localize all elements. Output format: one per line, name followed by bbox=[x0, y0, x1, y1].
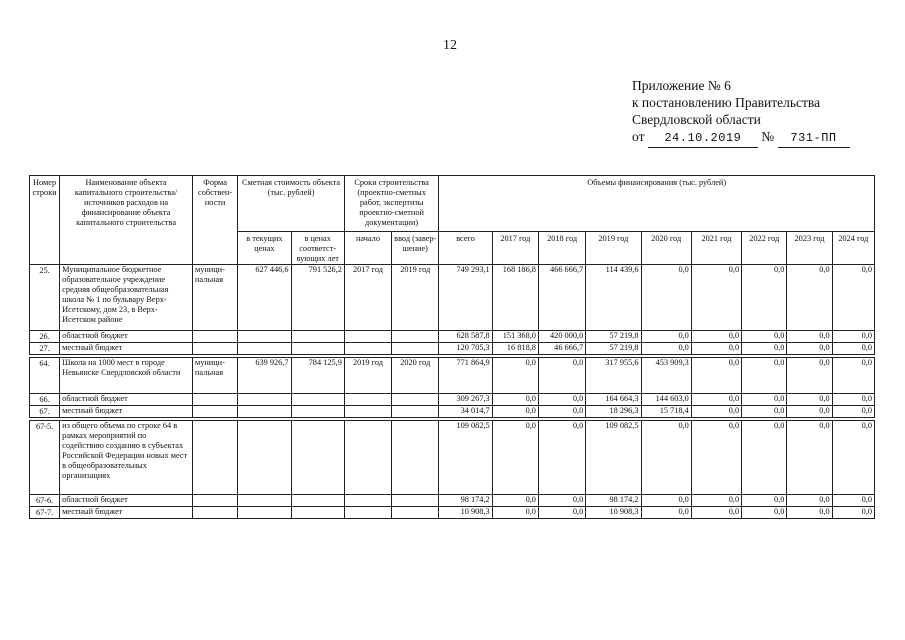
cost-relevant-cell bbox=[291, 331, 344, 343]
ownership-cell bbox=[192, 421, 237, 495]
header-cost: Сметная стоимость объекта (тыс. рублей) bbox=[238, 176, 345, 232]
financing-table bbox=[29, 175, 875, 519]
object-name-cell: областной бюджет bbox=[60, 331, 193, 343]
table-row bbox=[30, 343, 875, 355]
fin-2020-cell: 0,0 bbox=[641, 495, 691, 507]
object-name-cell: областной бюджет bbox=[60, 495, 193, 507]
fin-2022-cell: 0,0 bbox=[742, 331, 787, 343]
end-year-cell: 2020 год bbox=[392, 358, 439, 394]
number-label: № bbox=[761, 129, 775, 144]
fin-2018-cell: 0,0 bbox=[538, 421, 585, 495]
row-number-cell: 25. bbox=[30, 265, 60, 331]
cost-current-cell bbox=[238, 394, 291, 406]
appendix-resolution: к постановлению Правительства bbox=[632, 95, 821, 110]
table-row bbox=[30, 406, 875, 418]
object-name-cell: из общего объема по строке 64 в рамках мероприятий по содействию созданию в субъектах Российской Федерации новых мест в общеобразовательных организациях bbox=[60, 421, 193, 495]
fin-2017-cell: 151 368,0 bbox=[492, 331, 538, 343]
cost-relevant-cell bbox=[291, 343, 344, 355]
fin-2022-cell: 0,0 bbox=[742, 507, 787, 519]
fin-2022-cell: 0,0 bbox=[742, 358, 787, 394]
header-2022: 2022 год bbox=[742, 232, 787, 265]
object-name-cell: Школа на 1000 мест в городе Невьянске Свердловской области bbox=[60, 358, 193, 394]
total-cell: 749 293,1 bbox=[439, 265, 492, 331]
header-cost-relevant: в ценах соответст-вующих лет bbox=[291, 232, 344, 265]
ownership-cell: муници-пальная bbox=[192, 265, 237, 331]
start-year-cell bbox=[344, 406, 391, 418]
header-cost-current: в текущих ценах bbox=[238, 232, 291, 265]
fin-2020-cell: 0,0 bbox=[641, 421, 691, 495]
fin-2021-cell: 0,0 bbox=[691, 343, 741, 355]
cost-relevant-cell: 791 526,2 bbox=[291, 265, 344, 331]
total-cell: 109 082,5 bbox=[439, 421, 492, 495]
header-start: начало bbox=[344, 232, 391, 265]
fin-2018-cell: 46 666,7 bbox=[538, 343, 585, 355]
object-name-cell: местный бюджет bbox=[60, 343, 193, 355]
ownership-cell bbox=[192, 406, 237, 418]
fin-2023-cell: 0,0 bbox=[787, 406, 832, 418]
end-year-cell bbox=[392, 495, 439, 507]
cost-relevant-cell: 784 125,9 bbox=[291, 358, 344, 394]
header-2019: 2019 год bbox=[586, 232, 641, 265]
fin-2023-cell: 0,0 bbox=[787, 331, 832, 343]
total-cell: 120 705,3 bbox=[439, 343, 492, 355]
ownership-cell bbox=[192, 331, 237, 343]
fin-2020-cell: 0,0 bbox=[641, 331, 691, 343]
fin-2017-cell: 0,0 bbox=[492, 421, 538, 495]
fin-2018-cell: 0,0 bbox=[538, 406, 585, 418]
start-year-cell: 2017 год bbox=[344, 265, 391, 331]
header-terms: Сроки строительства (проектно-сметных работ, экспертизы проектно-сметной документации) bbox=[344, 176, 439, 232]
fin-2024-cell: 0,0 bbox=[832, 507, 874, 519]
row-number-cell: 64. bbox=[30, 358, 60, 394]
fin-2018-cell: 466 666,7 bbox=[538, 265, 585, 331]
start-year-cell: 2019 год bbox=[344, 358, 391, 394]
fin-2023-cell: 0,0 bbox=[787, 507, 832, 519]
appendix-region: Свердловской области bbox=[632, 112, 761, 127]
cost-relevant-cell bbox=[291, 421, 344, 495]
total-cell: 309 267,3 bbox=[439, 394, 492, 406]
fin-2024-cell: 0,0 bbox=[832, 394, 874, 406]
fin-2018-cell: 0,0 bbox=[538, 394, 585, 406]
fin-2020-cell: 144 603,0 bbox=[641, 394, 691, 406]
fin-2024-cell: 0,0 bbox=[832, 358, 874, 394]
table-row bbox=[30, 265, 875, 331]
fin-2020-cell: 453 909,3 bbox=[641, 358, 691, 394]
start-year-cell bbox=[344, 507, 391, 519]
end-year-cell bbox=[392, 421, 439, 495]
header-2017: 2017 год bbox=[492, 232, 538, 265]
cost-relevant-cell bbox=[291, 406, 344, 418]
fin-2021-cell: 0,0 bbox=[691, 265, 741, 331]
header-2018: 2018 год bbox=[538, 232, 585, 265]
fin-2019-cell: 57 219,8 bbox=[586, 343, 641, 355]
fin-2023-cell: 0,0 bbox=[787, 265, 832, 331]
fin-2017-cell: 0,0 bbox=[492, 507, 538, 519]
header-end: ввод (завер-шение) bbox=[392, 232, 439, 265]
table-body bbox=[30, 265, 875, 519]
start-year-cell bbox=[344, 331, 391, 343]
fin-2017-cell: 0,0 bbox=[492, 394, 538, 406]
cost-current-cell bbox=[238, 343, 291, 355]
cost-current-cell bbox=[238, 406, 291, 418]
end-year-cell bbox=[392, 406, 439, 418]
fin-2020-cell: 0,0 bbox=[641, 343, 691, 355]
cost-relevant-cell bbox=[291, 495, 344, 507]
start-year-cell bbox=[344, 495, 391, 507]
cost-relevant-cell bbox=[291, 507, 344, 519]
resolution-number: 731-ПП bbox=[778, 130, 850, 148]
table-row bbox=[30, 358, 875, 394]
row-number-cell: 27. bbox=[30, 343, 60, 355]
end-year-cell bbox=[392, 331, 439, 343]
appendix-header bbox=[632, 77, 850, 148]
page-number: 12 bbox=[443, 38, 457, 53]
fin-2021-cell: 0,0 bbox=[691, 421, 741, 495]
fin-2021-cell: 0,0 bbox=[691, 495, 741, 507]
fin-2023-cell: 0,0 bbox=[787, 421, 832, 495]
fin-2022-cell: 0,0 bbox=[742, 421, 787, 495]
table-row bbox=[30, 495, 875, 507]
appendix-title: Приложение № 6 bbox=[632, 78, 731, 93]
fin-2021-cell: 0,0 bbox=[691, 394, 741, 406]
fin-2020-cell: 0,0 bbox=[641, 507, 691, 519]
fin-2023-cell: 0,0 bbox=[787, 495, 832, 507]
fin-2019-cell: 317 955,6 bbox=[586, 358, 641, 394]
fin-2021-cell: 0,0 bbox=[691, 358, 741, 394]
fin-2018-cell: 0,0 bbox=[538, 495, 585, 507]
header-total: всего bbox=[439, 232, 492, 265]
header-2021: 2021 год bbox=[691, 232, 741, 265]
header-name: Наименование объекта капитального строительства/ источников расходов на финансирование объекта капитального строительства bbox=[60, 176, 193, 265]
header-2023: 2023 год bbox=[787, 232, 832, 265]
fin-2024-cell: 0,0 bbox=[832, 421, 874, 495]
table-row bbox=[30, 331, 875, 343]
ownership-cell bbox=[192, 343, 237, 355]
fin-2017-cell: 0,0 bbox=[492, 406, 538, 418]
end-year-cell bbox=[392, 343, 439, 355]
object-name-cell: местный бюджет bbox=[60, 507, 193, 519]
cost-current-cell bbox=[238, 507, 291, 519]
fin-2020-cell: 15 718,4 bbox=[641, 406, 691, 418]
fin-2021-cell: 0,0 bbox=[691, 406, 741, 418]
fin-2024-cell: 0,0 bbox=[832, 343, 874, 355]
ownership-cell bbox=[192, 394, 237, 406]
start-year-cell bbox=[344, 343, 391, 355]
row-number-cell: 67-7. bbox=[30, 507, 60, 519]
fin-2019-cell: 114 439,6 bbox=[586, 265, 641, 331]
fin-2022-cell: 0,0 bbox=[742, 394, 787, 406]
fin-2023-cell: 0,0 bbox=[787, 343, 832, 355]
object-name-cell: местный бюджет bbox=[60, 406, 193, 418]
header-row-no: Номер строки bbox=[30, 176, 60, 265]
end-year-cell bbox=[392, 507, 439, 519]
table-row bbox=[30, 507, 875, 519]
fin-2023-cell: 0,0 bbox=[787, 358, 832, 394]
fin-2024-cell: 0,0 bbox=[832, 406, 874, 418]
fin-2022-cell: 0,0 bbox=[742, 343, 787, 355]
row-number-cell: 67-6. bbox=[30, 495, 60, 507]
cost-current-cell bbox=[238, 495, 291, 507]
table-row bbox=[30, 394, 875, 406]
fin-2019-cell: 109 082,5 bbox=[586, 421, 641, 495]
ownership-cell: муници-пальная bbox=[192, 358, 237, 394]
fin-2024-cell: 0,0 bbox=[832, 331, 874, 343]
row-number-cell: 67. bbox=[30, 406, 60, 418]
start-year-cell bbox=[344, 394, 391, 406]
resolution-date: 24.10.2019 bbox=[648, 130, 758, 148]
fin-2023-cell: 0,0 bbox=[787, 394, 832, 406]
fin-2024-cell: 0,0 bbox=[832, 495, 874, 507]
fin-2019-cell: 164 664,3 bbox=[586, 394, 641, 406]
fin-2018-cell: 0,0 bbox=[538, 358, 585, 394]
row-number-cell: 67-5. bbox=[30, 421, 60, 495]
fin-2017-cell: 16 818,8 bbox=[492, 343, 538, 355]
cost-relevant-cell bbox=[291, 394, 344, 406]
fin-2018-cell: 420 000,0 bbox=[538, 331, 585, 343]
from-label: от bbox=[632, 129, 645, 144]
fin-2022-cell: 0,0 bbox=[742, 495, 787, 507]
fin-2017-cell: 168 186,8 bbox=[492, 265, 538, 331]
fin-2019-cell: 18 296,3 bbox=[586, 406, 641, 418]
fin-2019-cell: 10 908,3 bbox=[586, 507, 641, 519]
fin-2019-cell: 98 174,2 bbox=[586, 495, 641, 507]
fin-2020-cell: 0,0 bbox=[641, 265, 691, 331]
total-cell: 771 864,9 bbox=[439, 358, 492, 394]
total-cell: 98 174,2 bbox=[439, 495, 492, 507]
total-cell: 34 014,7 bbox=[439, 406, 492, 418]
header-2024: 2024 год bbox=[832, 232, 874, 265]
appendix-date-line bbox=[632, 128, 850, 148]
ownership-cell bbox=[192, 495, 237, 507]
cost-current-cell: 639 926,7 bbox=[238, 358, 291, 394]
ownership-cell bbox=[192, 507, 237, 519]
fin-2017-cell: 0,0 bbox=[492, 495, 538, 507]
table-row bbox=[30, 421, 875, 495]
start-year-cell bbox=[344, 421, 391, 495]
fin-2024-cell: 0,0 bbox=[832, 265, 874, 331]
cost-current-cell bbox=[238, 331, 291, 343]
cost-current-cell: 627 446,6 bbox=[238, 265, 291, 331]
fin-2019-cell: 57 219,8 bbox=[586, 331, 641, 343]
row-number-cell: 26. bbox=[30, 331, 60, 343]
end-year-cell bbox=[392, 394, 439, 406]
total-cell: 10 908,3 bbox=[439, 507, 492, 519]
end-year-cell: 2019 год bbox=[392, 265, 439, 331]
row-number-cell: 66. bbox=[30, 394, 60, 406]
fin-2017-cell: 0,0 bbox=[492, 358, 538, 394]
header-ownership: Форма собствен-ности bbox=[192, 176, 237, 265]
fin-2022-cell: 0,0 bbox=[742, 265, 787, 331]
fin-2022-cell: 0,0 bbox=[742, 406, 787, 418]
fin-2018-cell: 0,0 bbox=[538, 507, 585, 519]
total-cell: 628 587,8 bbox=[439, 331, 492, 343]
object-name-cell: областной бюджет bbox=[60, 394, 193, 406]
header-financing: Объемы финансирования (тыс. рублей) bbox=[439, 176, 875, 232]
fin-2021-cell: 0,0 bbox=[691, 507, 741, 519]
header-2020: 2020 год bbox=[641, 232, 691, 265]
object-name-cell: Муниципальное бюджетное образовательное учреждение средняя общеобразовательная школа № 1 по бульвару Верх-Исетскому, дом 23, в Верх-Исетском районе bbox=[60, 265, 193, 331]
fin-2021-cell: 0,0 bbox=[691, 331, 741, 343]
cost-current-cell bbox=[238, 421, 291, 495]
